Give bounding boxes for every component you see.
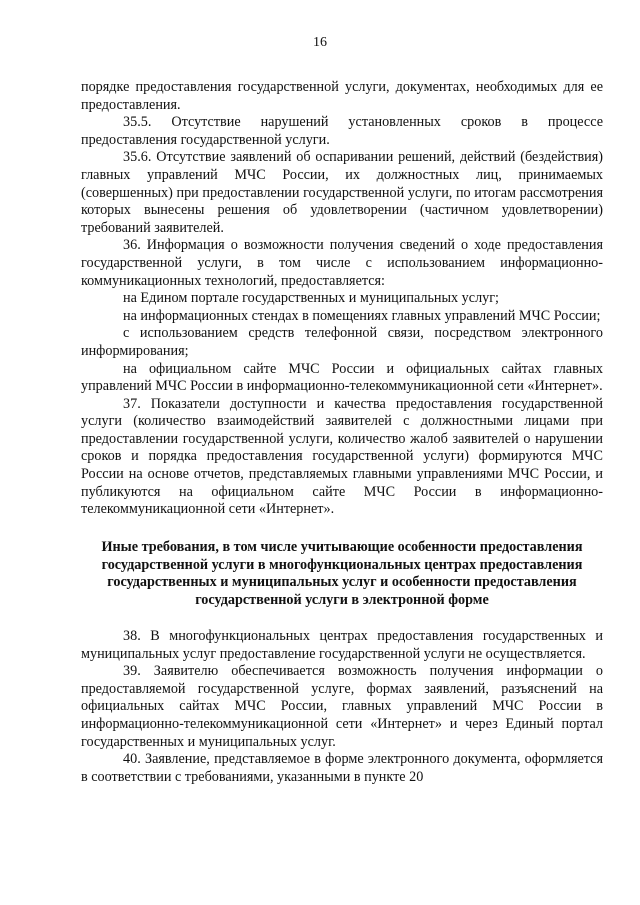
list-item-phone: с использованием средств телефонной связи, посредством электронного информирования; — [81, 325, 603, 359]
paragraph-continuation: порядке предоставления государственной услуги, документах, необходимых для ее предоставления. — [81, 79, 603, 113]
paragraph-40: 40. Заявление, представляемое в форме электронного документа, оформляется в соответствии с требованиями, указанными в пункте 20 — [81, 751, 603, 785]
paragraph-35-5: 35.5. Отсутствие нарушений установленных сроков в процессе предоставления государственной услуги. — [81, 114, 603, 148]
list-item-info-stands: на информационных стендах в помещениях главных управлений МЧС России; — [123, 307, 601, 324]
paragraph-37: 37. Показатели доступности и качества предоставления государственной услуги (количество взаимодействий заявителей с должностными лицами при предоставлении государственной услуги, количество жалоб заявителей о нарушении сроков и порядка предоставления государственной услуги) формируются МЧС России на основе отчетов, представляемых главными управлениями МЧС России, и публикуются на официальном сайте МЧС России в информационно-телекоммуникационной сети «Интернет». — [81, 395, 603, 518]
paragraph-35-6: 35.6. Отсутствие заявлений об оспаривании решений, действий (бездействия) главных управлений МЧС России, их должностных лиц, принимаемых (совершенных) при предоставлении государственной услуги, по итогам рассмотрения которых вынесены решения об удовлетворении (частичном удовлетворении) требований заявителей. — [81, 149, 603, 236]
list-item-unified-portal: на Едином портале государственных и муниципальных услуг; — [123, 290, 500, 307]
section-heading: Иные требования, в том числе учитывающие особенности предоставления государственной услуги в многофункциональных центрах предоставления государственных и муниципальных услуг и особенности предоставления государственной услуги в электронной форме — [101, 538, 583, 609]
list-item-official-site: на официальном сайте МЧС России и официальных сайтах главных управлений МЧС России в информационно-телекоммуникационной сети «Интернет». — [81, 360, 603, 395]
paragraph-38: 38. В многофункциональных центрах предоставления государственных и муниципальных услуг предоставление государственной услуги не осуществляется. — [81, 628, 603, 662]
paragraph-39: 39. Заявителю обеспечивается возможность получения информации о предоставляемой государственной услуге, формах заявлений, разъяснений на официальных сайтах МЧС России, главных управлений МЧС России в информационно-телекоммуникационной сети «Интернет» и через Единый портал государственных и муниципальных услуг. — [81, 663, 603, 750]
paragraph-36: 36. Информация о возможности получения сведений о ходе предоставления государственной услуги, в том числе с использованием информационно-коммуникационных технологий, предоставляется: — [81, 237, 603, 289]
document-body — [81, 79, 603, 786]
page-number: 16 — [313, 35, 327, 50]
